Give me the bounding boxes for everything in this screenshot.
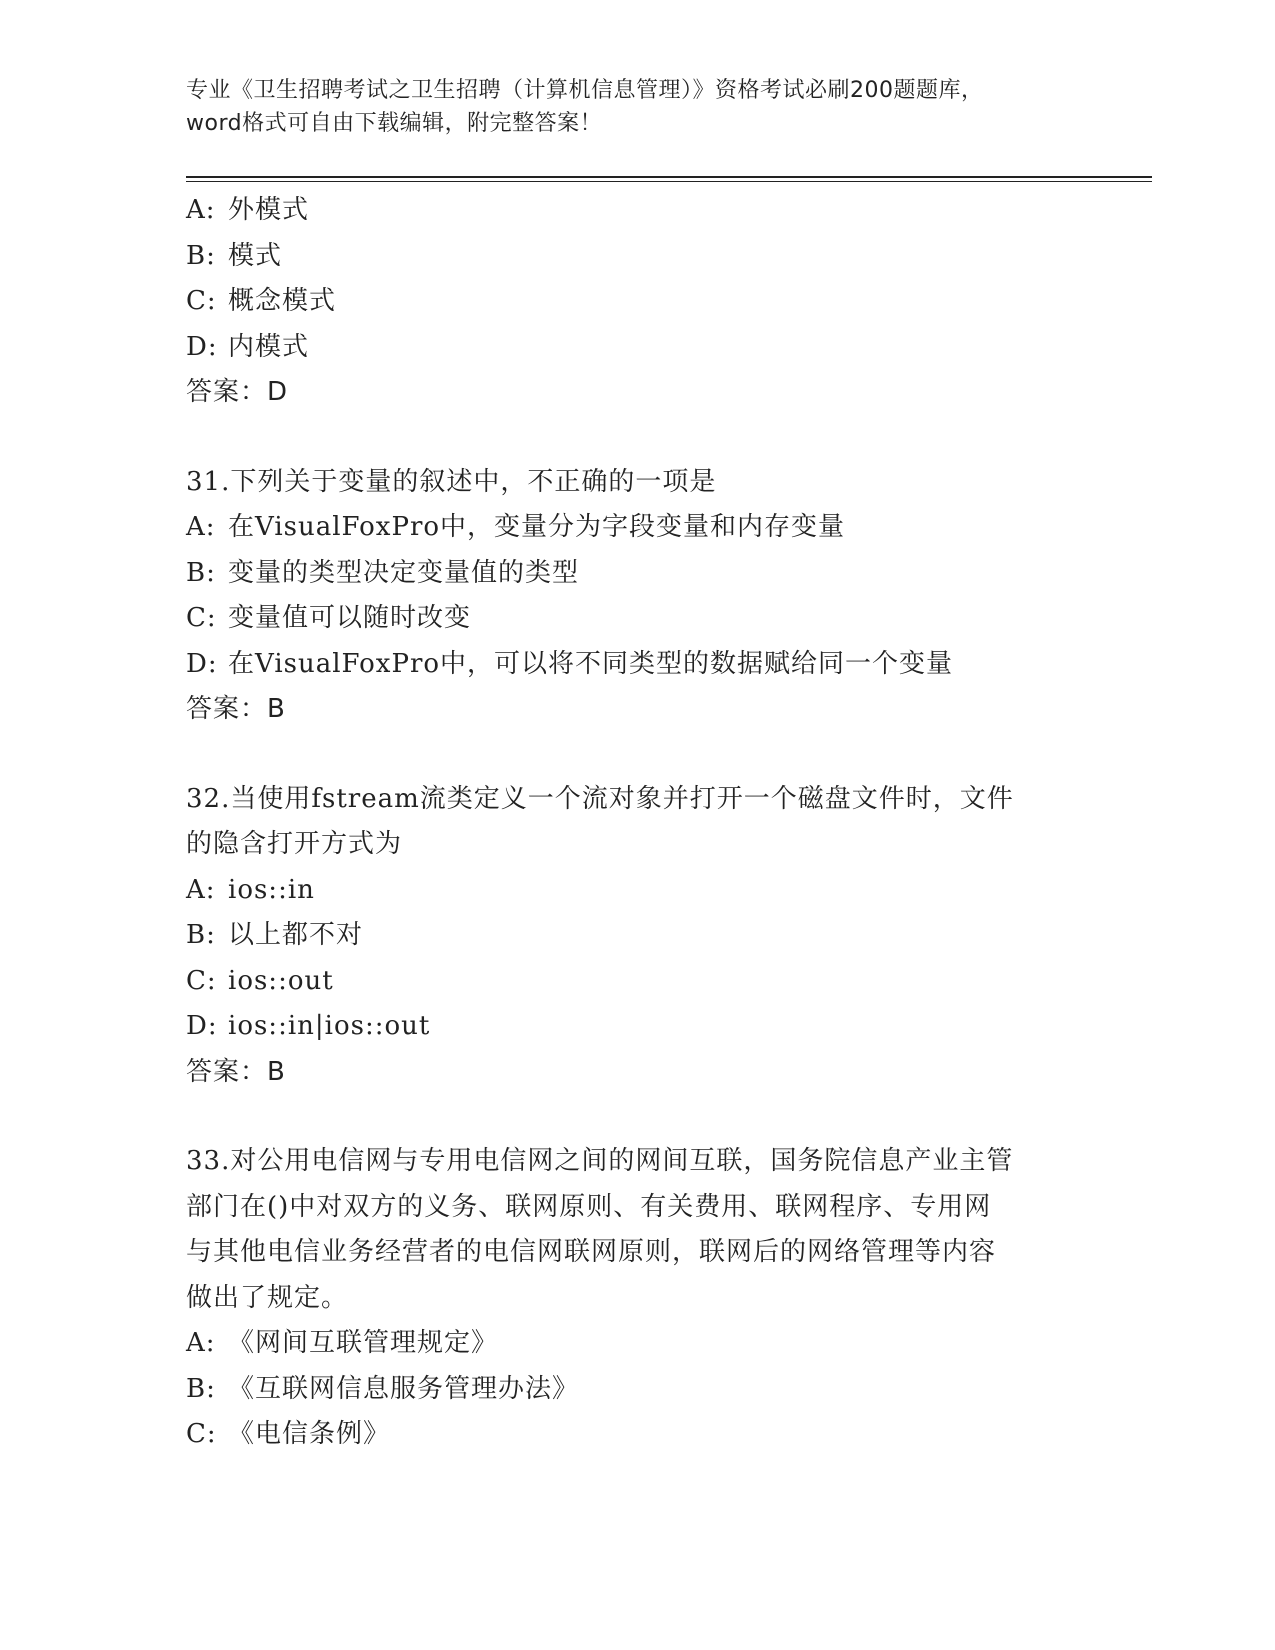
question-30 [186, 188, 1086, 416]
option-a: A: 《网间互联管理规定》 [186, 1328, 499, 1358]
question-stem: 32.当使用fstream流类定义一个流对象并打开一个磁盘文件时，文件 [186, 783, 1014, 814]
question-32 [186, 777, 1086, 1096]
answer: 答案：D [186, 377, 289, 407]
question-31 [186, 460, 1086, 733]
option-b: B: 变量的类型决定变量值的类型 [186, 557, 580, 588]
question-stem-continued: 做出了规定。 [186, 1282, 349, 1313]
header-rule-thick [186, 176, 1152, 178]
question-33 [186, 1139, 1086, 1458]
option-a: A: 在VisualFoxPro中，变量分为字段变量和内存变量 [186, 512, 846, 542]
option-a: A: ios::in [186, 874, 315, 905]
question-stem-continued: 部门在()中对双方的义务、联网原则、有关费用、联网程序、专用网 [186, 1191, 992, 1222]
question-list [186, 188, 1086, 1458]
header-rule-thin [186, 181, 1152, 182]
option-b: B: 模式 [186, 240, 283, 271]
option-b: B: 《互联网信息服务管理办法》 [186, 1373, 580, 1404]
answer: 答案：B [186, 694, 286, 724]
document-header [186, 74, 1086, 140]
option-d: D: ios::in|ios::out [186, 1011, 431, 1041]
header-line-1: 专业《卫生招聘考试之卫生招聘（计算机信息管理）》资格考试必刷200题题库， [186, 78, 984, 103]
option-a: A: 外模式 [186, 195, 310, 225]
question-stem-continued: 的隐含打开方式为 [186, 829, 403, 859]
spacer [186, 733, 1086, 777]
option-c: C: 概念模式 [186, 286, 337, 316]
question-stem: 31.下列关于变量的叙述中，不正确的一项是 [186, 466, 717, 497]
header-line-2: word格式可自由下载编辑，附完整答案！ [186, 111, 603, 136]
answer: 答案：B [186, 1056, 286, 1087]
option-b: B: 以上都不对 [186, 920, 364, 950]
option-d: D: 内模式 [186, 331, 310, 362]
option-d: D: 在VisualFoxPro中，可以将不同类型的数据赋给同一个变量 [186, 648, 954, 679]
question-stem-continued: 与其他电信业务经营者的电信网联网原则，联网后的网络管理等内容 [186, 1237, 997, 1267]
option-c: C: ios::out [186, 965, 334, 996]
spacer [186, 416, 1086, 460]
option-c: C: 《电信条例》 [186, 1419, 391, 1449]
question-stem: 33.对公用电信网与专用电信网之间的网间互联，国务院信息产业主管 [186, 1146, 1014, 1176]
spacer [186, 1095, 1086, 1139]
option-c: C: 变量值可以随时改变 [186, 603, 472, 633]
